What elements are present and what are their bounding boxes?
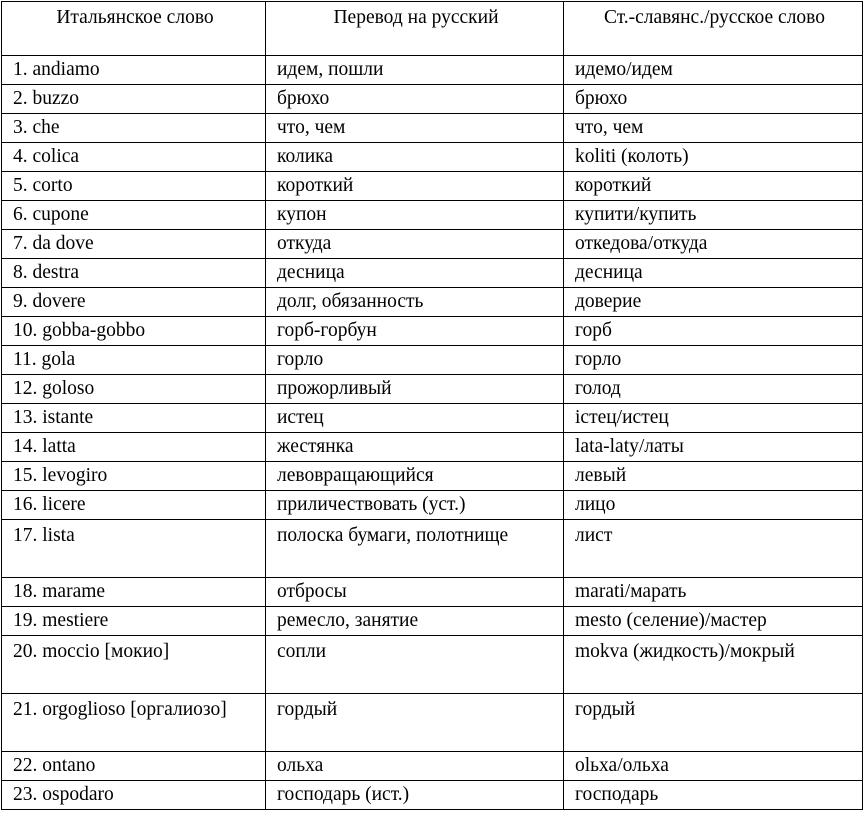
cell-translation: гордый (266, 694, 564, 752)
cell-translation: идем, пошли (266, 56, 564, 85)
cell-italian: 8. destra (2, 259, 266, 288)
table-row (2, 143, 863, 172)
cell-translation: горло (266, 346, 564, 375)
cell-translation: горб-горбун (266, 317, 564, 346)
table-row (2, 404, 863, 433)
cell-slavonic: mokva (жидкость)/мокрый (564, 636, 863, 694)
cell-italian: 18. marame (2, 578, 266, 607)
cell-italian: 6. cupone (2, 201, 266, 230)
cell-translation: господарь (ист.) (266, 781, 564, 810)
cell-slavonic: olьха/ольха (564, 752, 863, 781)
cell-translation: приличествовать (уст.) (266, 491, 564, 520)
cell-italian: 11. gola (2, 346, 266, 375)
word-comparison-table (1, 1, 863, 810)
header-slavonic-word: Ст.-славянс./русское слово (564, 2, 863, 56)
cell-italian: 10. gobba-gobbo (2, 317, 266, 346)
table-row (2, 114, 863, 143)
cell-italian: 23. ospodaro (2, 781, 266, 810)
cell-translation: полоска бумаги, полотнище (266, 520, 564, 578)
table-row (2, 694, 863, 752)
cell-slavonic: lata-laty/латы (564, 433, 863, 462)
table-row (2, 462, 863, 491)
cell-slavonic: mesto (селение)/мастер (564, 607, 863, 636)
cell-slavonic: горб (564, 317, 863, 346)
cell-italian: 13. istante (2, 404, 266, 433)
table-row (2, 201, 863, 230)
cell-slavonic: лицо (564, 491, 863, 520)
table-row (2, 230, 863, 259)
cell-italian: 14. latta (2, 433, 266, 462)
cell-slavonic: доверие (564, 288, 863, 317)
table-row (2, 85, 863, 114)
cell-italian: 16. licere (2, 491, 266, 520)
cell-translation: колика (266, 143, 564, 172)
cell-slavonic: десница (564, 259, 863, 288)
cell-italian: 15. levogiro (2, 462, 266, 491)
table-row (2, 636, 863, 694)
cell-italian: 7. da dove (2, 230, 266, 259)
cell-slavonic: koliti (колоть) (564, 143, 863, 172)
cell-italian: 9. dovere (2, 288, 266, 317)
cell-translation: левовращающийся (266, 462, 564, 491)
cell-italian: 19. mestiere (2, 607, 266, 636)
cell-slavonic: marati/марать (564, 578, 863, 607)
cell-translation: сопли (266, 636, 564, 694)
cell-slavonic: левый (564, 462, 863, 491)
table-row (2, 259, 863, 288)
cell-italian: 5. corto (2, 172, 266, 201)
table-row (2, 578, 863, 607)
table-row (2, 491, 863, 520)
cell-italian: 12. goloso (2, 375, 266, 404)
cell-translation: прожорливый (266, 375, 564, 404)
cell-italian: 20. moccio [мокио] (2, 636, 266, 694)
cell-translation: истец (266, 404, 564, 433)
cell-slavonic: идемо/идем (564, 56, 863, 85)
cell-slavonic: гордый (564, 694, 863, 752)
table-row (2, 752, 863, 781)
cell-translation: жестянка (266, 433, 564, 462)
cell-translation: откуда (266, 230, 564, 259)
cell-slavonic: iстец/истец (564, 404, 863, 433)
table-row (2, 607, 863, 636)
header-italian-word: Итальянское слово (2, 2, 266, 56)
table-row (2, 346, 863, 375)
table-row (2, 520, 863, 578)
cell-slavonic: горло (564, 346, 863, 375)
cell-slavonic: господарь (564, 781, 863, 810)
header-russian-translation: Перевод на русский (266, 2, 564, 56)
table-row (2, 317, 863, 346)
cell-italian: 4. colica (2, 143, 266, 172)
cell-translation: что, чем (266, 114, 564, 143)
cell-translation: отбросы (266, 578, 564, 607)
cell-translation: купон (266, 201, 564, 230)
table-row (2, 781, 863, 810)
cell-slavonic: купити/купить (564, 201, 863, 230)
cell-slavonic: брюхо (564, 85, 863, 114)
cell-slavonic: лист (564, 520, 863, 578)
table-row (2, 172, 863, 201)
cell-italian: 21. orgoglioso [оргалиозо] (2, 694, 266, 752)
cell-italian: 3. che (2, 114, 266, 143)
cell-slavonic: что, чем (564, 114, 863, 143)
table-header-row (2, 2, 863, 56)
cell-italian: 17. lista (2, 520, 266, 578)
cell-italian: 1. andiamo (2, 56, 266, 85)
cell-translation: долг, обязанность (266, 288, 564, 317)
table-row (2, 288, 863, 317)
table-row (2, 433, 863, 462)
cell-translation: десница (266, 259, 564, 288)
table-row (2, 375, 863, 404)
cell-translation: ремесло, занятие (266, 607, 564, 636)
cell-translation: брюхо (266, 85, 564, 114)
cell-slavonic: откедова/откуда (564, 230, 863, 259)
cell-italian: 2. buzzo (2, 85, 266, 114)
cell-italian: 22. ontano (2, 752, 266, 781)
cell-slavonic: короткий (564, 172, 863, 201)
cell-slavonic: голод (564, 375, 863, 404)
cell-translation: короткий (266, 172, 564, 201)
table-row (2, 56, 863, 85)
cell-translation: ольха (266, 752, 564, 781)
